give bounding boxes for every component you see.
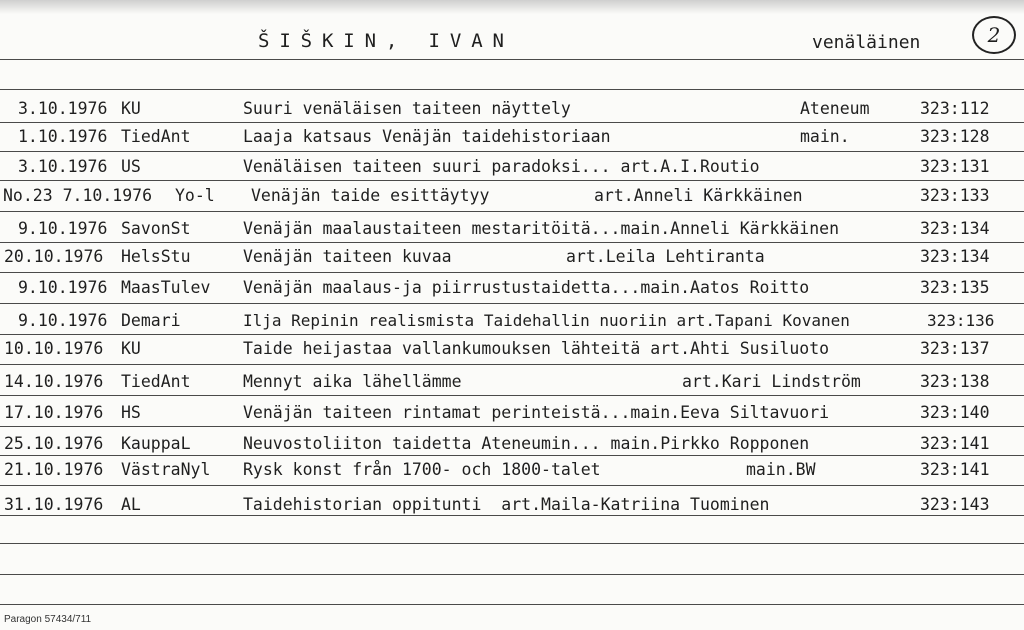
rule-line (0, 242, 1024, 243)
rule-line (0, 604, 1024, 605)
entry-title: Venäjän taiteen kuvaa (243, 247, 452, 266)
entry-date: 3.10.1976 (18, 99, 108, 118)
entry-code: 323:128 (920, 127, 990, 146)
list-item (0, 184, 1024, 209)
list-item (0, 493, 1024, 518)
entry-code: 323:112 (920, 99, 990, 118)
entry-date: 9.10.1976 (18, 219, 108, 238)
entry-title: Taide heijastaa vallankumouksen lähteitä art.Ahti Susiluoto (243, 339, 830, 358)
rule-line (0, 59, 1024, 60)
entry-author: Ateneum (800, 99, 870, 118)
entry-author: art.Kari Lindström (682, 372, 861, 391)
rule-line (0, 151, 1024, 152)
entry-date: 31.10.1976 (4, 495, 104, 514)
entry-source: US (121, 157, 141, 176)
entry-date: 14.10.1976 (4, 372, 104, 391)
entry-author: main.BW (746, 460, 816, 479)
rule-line (0, 574, 1024, 575)
entry-title: Venäjän taide esittäytyy (251, 186, 490, 205)
artist-name-heading: ŠIŠKIN, IVAN (258, 30, 514, 52)
entry-author: art.Leila Lehtiranta (566, 247, 765, 266)
card-print-code: Paragon 57434/711 (4, 614, 92, 625)
entry-title: Venäläisen taiteen suuri paradoksi... art.A.I.Routio (243, 157, 760, 176)
entry-source: HS (121, 403, 141, 422)
rule-line (0, 211, 1024, 212)
entry-source: Demari (121, 311, 181, 330)
entry-title: Suuri venäläisen taiteen näyttely (243, 99, 571, 118)
entry-source: KU (121, 99, 141, 118)
entry-source: AL (121, 495, 141, 514)
entry-title: Venäjän maalaus-ja piirrustustaidetta...main.Aatos Roitto (243, 278, 810, 297)
entry-code: 323:140 (920, 403, 990, 422)
rule-line (0, 89, 1024, 90)
entry-date: 21.10.1976 (4, 460, 104, 479)
entry-title: Taidehistorian oppitunti art.Maila-Katriina Tuominen (243, 495, 770, 514)
page-number-circle (972, 16, 1016, 54)
list-item (0, 276, 1024, 301)
entry-source: SavonSt (121, 219, 191, 238)
rule-line (0, 122, 1024, 123)
entry-date: 9.10.1976 (18, 311, 108, 330)
entry-source: Yo-l (175, 186, 215, 205)
list-item (0, 337, 1024, 362)
entry-code: 323:141 (920, 434, 990, 453)
rule-line (0, 543, 1024, 544)
entry-source: TiedAnt (121, 372, 191, 391)
list-item (0, 401, 1024, 426)
rule-line (0, 364, 1024, 365)
entry-date: 10.10.1976 (4, 339, 104, 358)
list-item (0, 370, 1024, 395)
entry-source: VästraNyl (121, 460, 211, 479)
entry-code: 323:138 (920, 372, 990, 391)
entry-source: KU (121, 339, 141, 358)
rule-line (0, 395, 1024, 396)
rule-line (0, 303, 1024, 304)
entry-title: Venäjän maalaustaiteen mestaritöitä...main.Anneli Kärkkäinen (243, 219, 840, 238)
entry-title: Venäjän taiteen rintamat perinteistä...main.Eeva Siltavuori (243, 403, 830, 422)
entry-code: 323:134 (920, 219, 990, 238)
entry-title: Ilja Repinin realismista Taidehallin nuoriin art.Tapani Kovanen (243, 311, 850, 330)
entry-date: 25.10.1976 (4, 434, 104, 453)
entry-code: 323:141 (920, 460, 990, 479)
card-top-edge (0, 0, 1024, 14)
entry-author: main. (800, 127, 850, 146)
page-number: 2 (987, 23, 1001, 47)
entry-date: 20.10.1976 (4, 247, 104, 266)
entry-code: 323:133 (920, 186, 990, 205)
list-item (0, 217, 1024, 242)
entry-date: 3.10.1976 (18, 157, 108, 176)
rule-line (0, 272, 1024, 273)
entry-code: 323:136 (927, 311, 995, 330)
list-item (0, 432, 1024, 457)
entry-author: art.Anneli Kärkkäinen (594, 186, 803, 205)
entry-source: TiedAnt (121, 127, 191, 146)
list-item (0, 309, 1024, 334)
entry-code: 323:131 (920, 157, 990, 176)
list-item (0, 97, 1024, 122)
entry-date: 9.10.1976 (18, 278, 108, 297)
entry-title: Laaja katsaus Venäjän taidehistoriaan (243, 127, 611, 146)
entry-title: Rysk konst från 1700- och 1800-talet (243, 460, 601, 479)
entry-code: 323:134 (920, 247, 990, 266)
entry-code: 323:137 (920, 339, 990, 358)
rule-line (0, 180, 1024, 181)
entry-title: Neuvostoliiton taidetta Ateneumin... main.Pirkko Ropponen (243, 434, 810, 453)
list-item (0, 125, 1024, 150)
entry-date: 17.10.1976 (4, 403, 104, 422)
nationality-label: venäläinen (812, 32, 921, 53)
entry-code: 323:143 (920, 495, 990, 514)
list-item (0, 155, 1024, 180)
rule-line (0, 426, 1024, 427)
list-item (0, 245, 1024, 270)
entry-source: MaasTulev (121, 278, 211, 297)
entry-source: KauppaL (121, 434, 191, 453)
entry-date: No.23 7.10.1976 (3, 186, 153, 205)
entry-title: Mennyt aika lähellämme (243, 372, 462, 391)
entry-code: 323:135 (920, 278, 990, 297)
entry-date: 1.10.1976 (18, 127, 108, 146)
rule-line (0, 334, 1024, 335)
list-item (0, 458, 1024, 483)
rule-line (0, 485, 1024, 486)
entry-source: HelsStu (121, 247, 191, 266)
